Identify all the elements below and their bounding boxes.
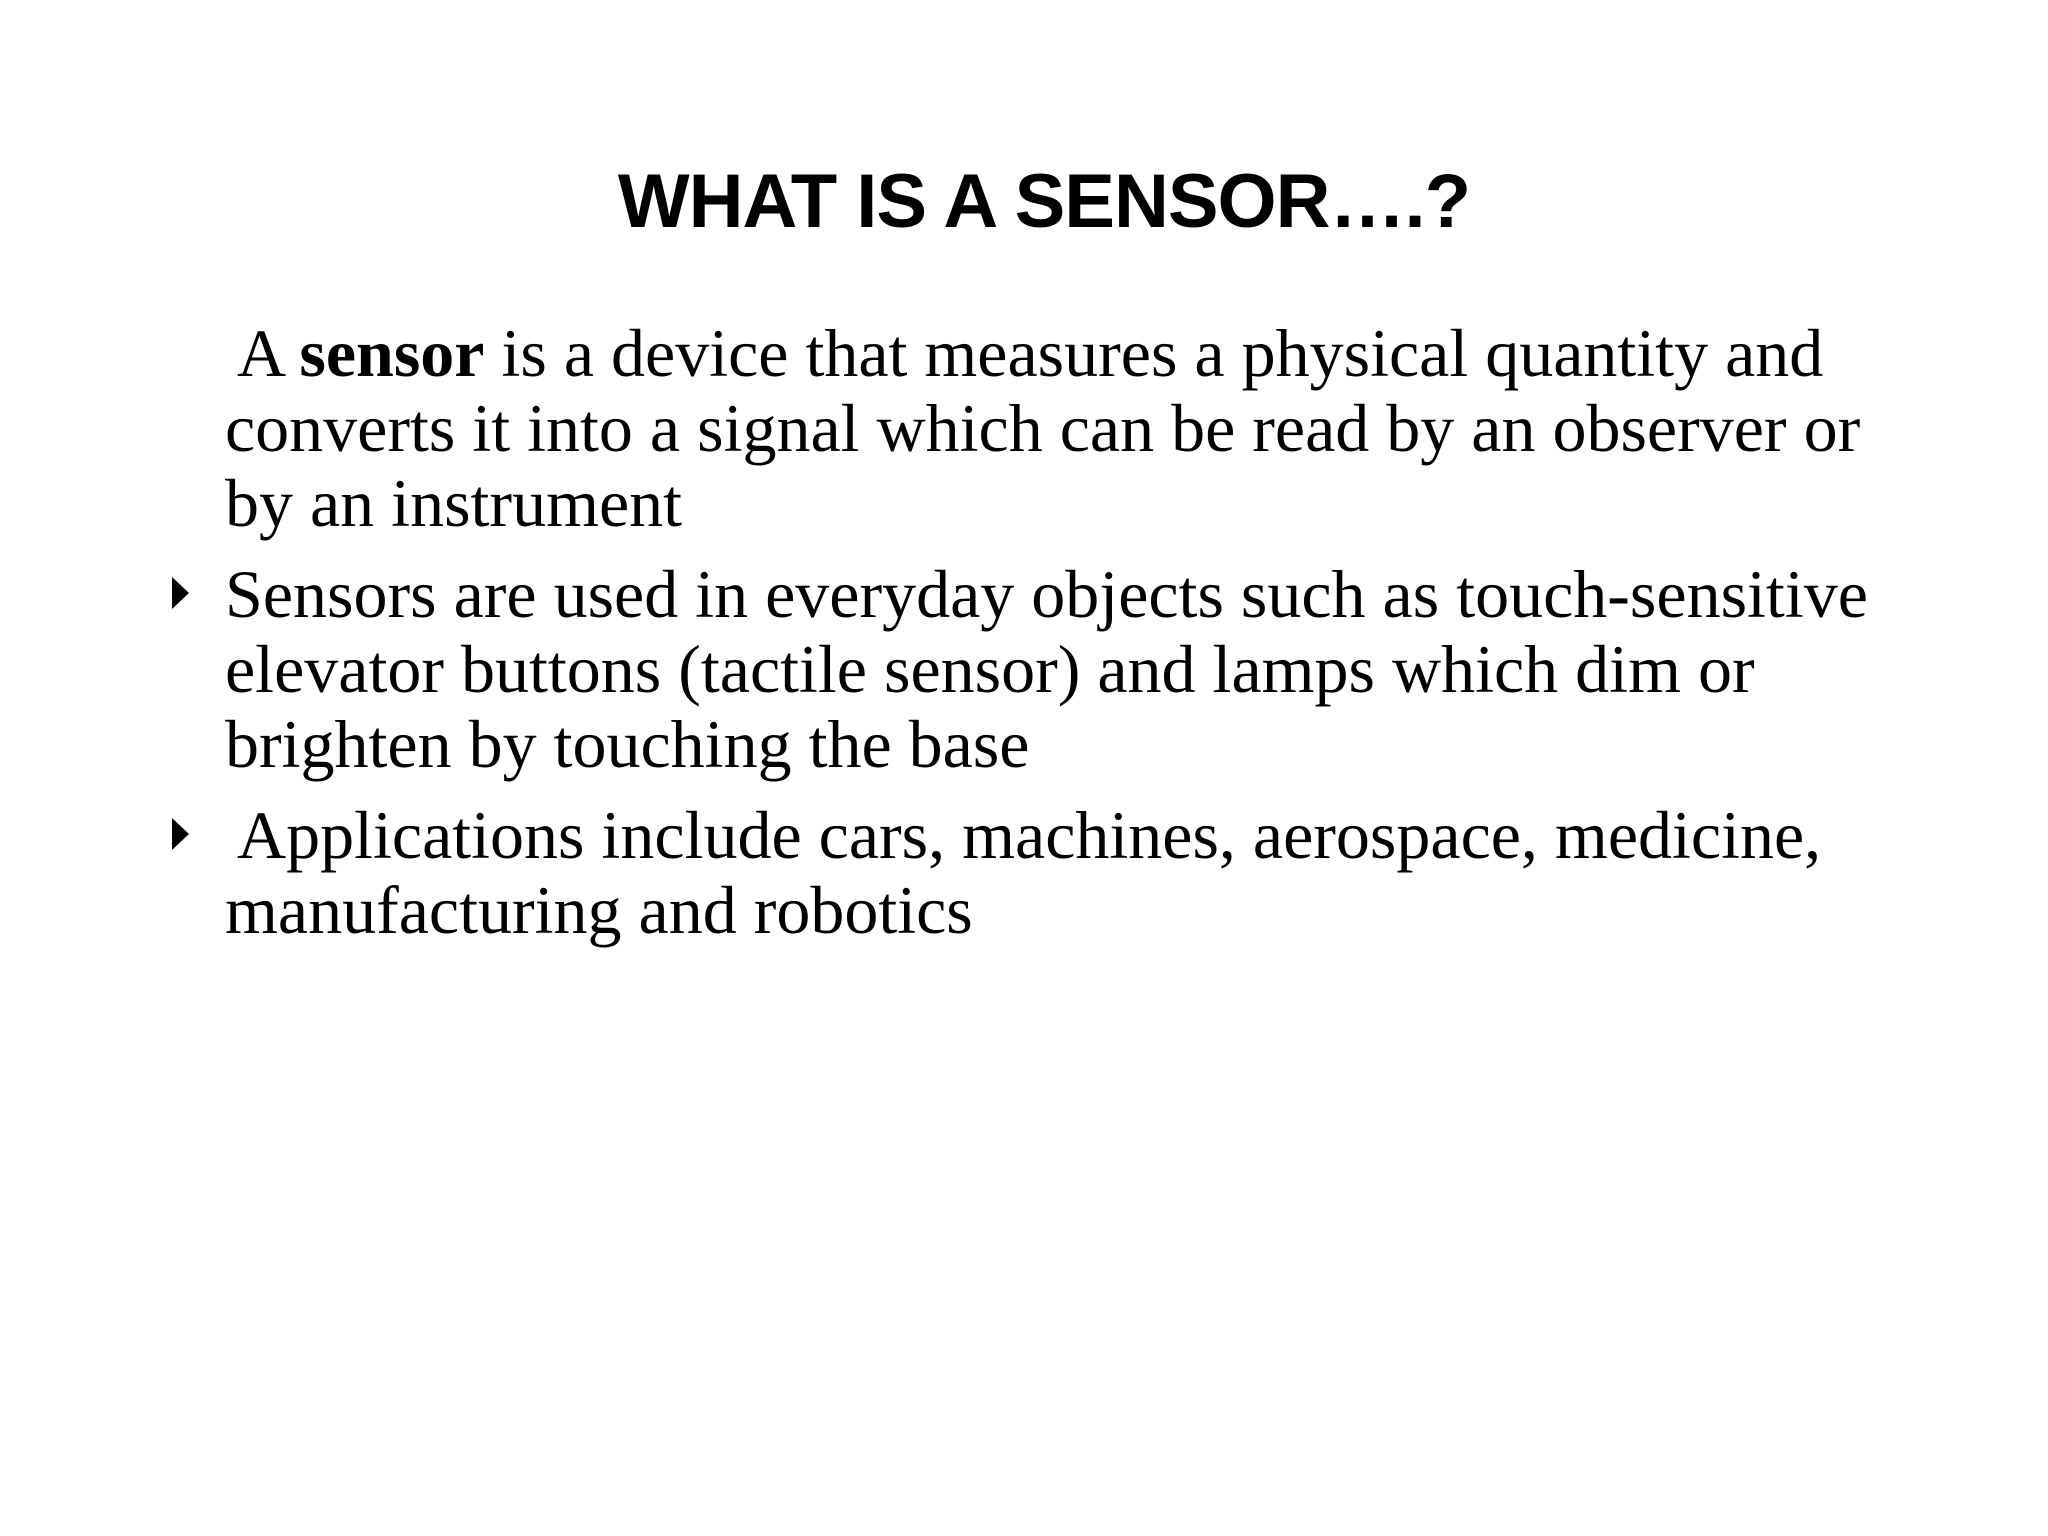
bullet-text-content: Applications include cars, machines, aerospace, medicine, manufacturing and robotics [225,797,1822,948]
bullet-text: Sensors are used in everyday objects such as touch-sensitive elevator buttons (tactile sensor) and lamps which dim or brighten by touching the base [225,556,1868,782]
slide-body [225,316,1925,964]
bullet-item [225,557,1925,782]
slide-title: WHAT IS A SENSOR….? [617,159,1471,244]
bullet-text [225,798,1925,948]
triangle-right-icon [172,818,189,850]
definition-paragraph [225,316,1925,541]
definition-term: sensor [299,315,485,391]
definition-rest: is a device that measures a physical quantity and converts it into a signal which can be read by an observer or by an instrument [225,315,1861,541]
bullet-item [225,798,1925,948]
definition-text [225,316,1925,541]
definition-prefix: A [237,315,300,391]
triangle-right-icon [172,577,189,609]
